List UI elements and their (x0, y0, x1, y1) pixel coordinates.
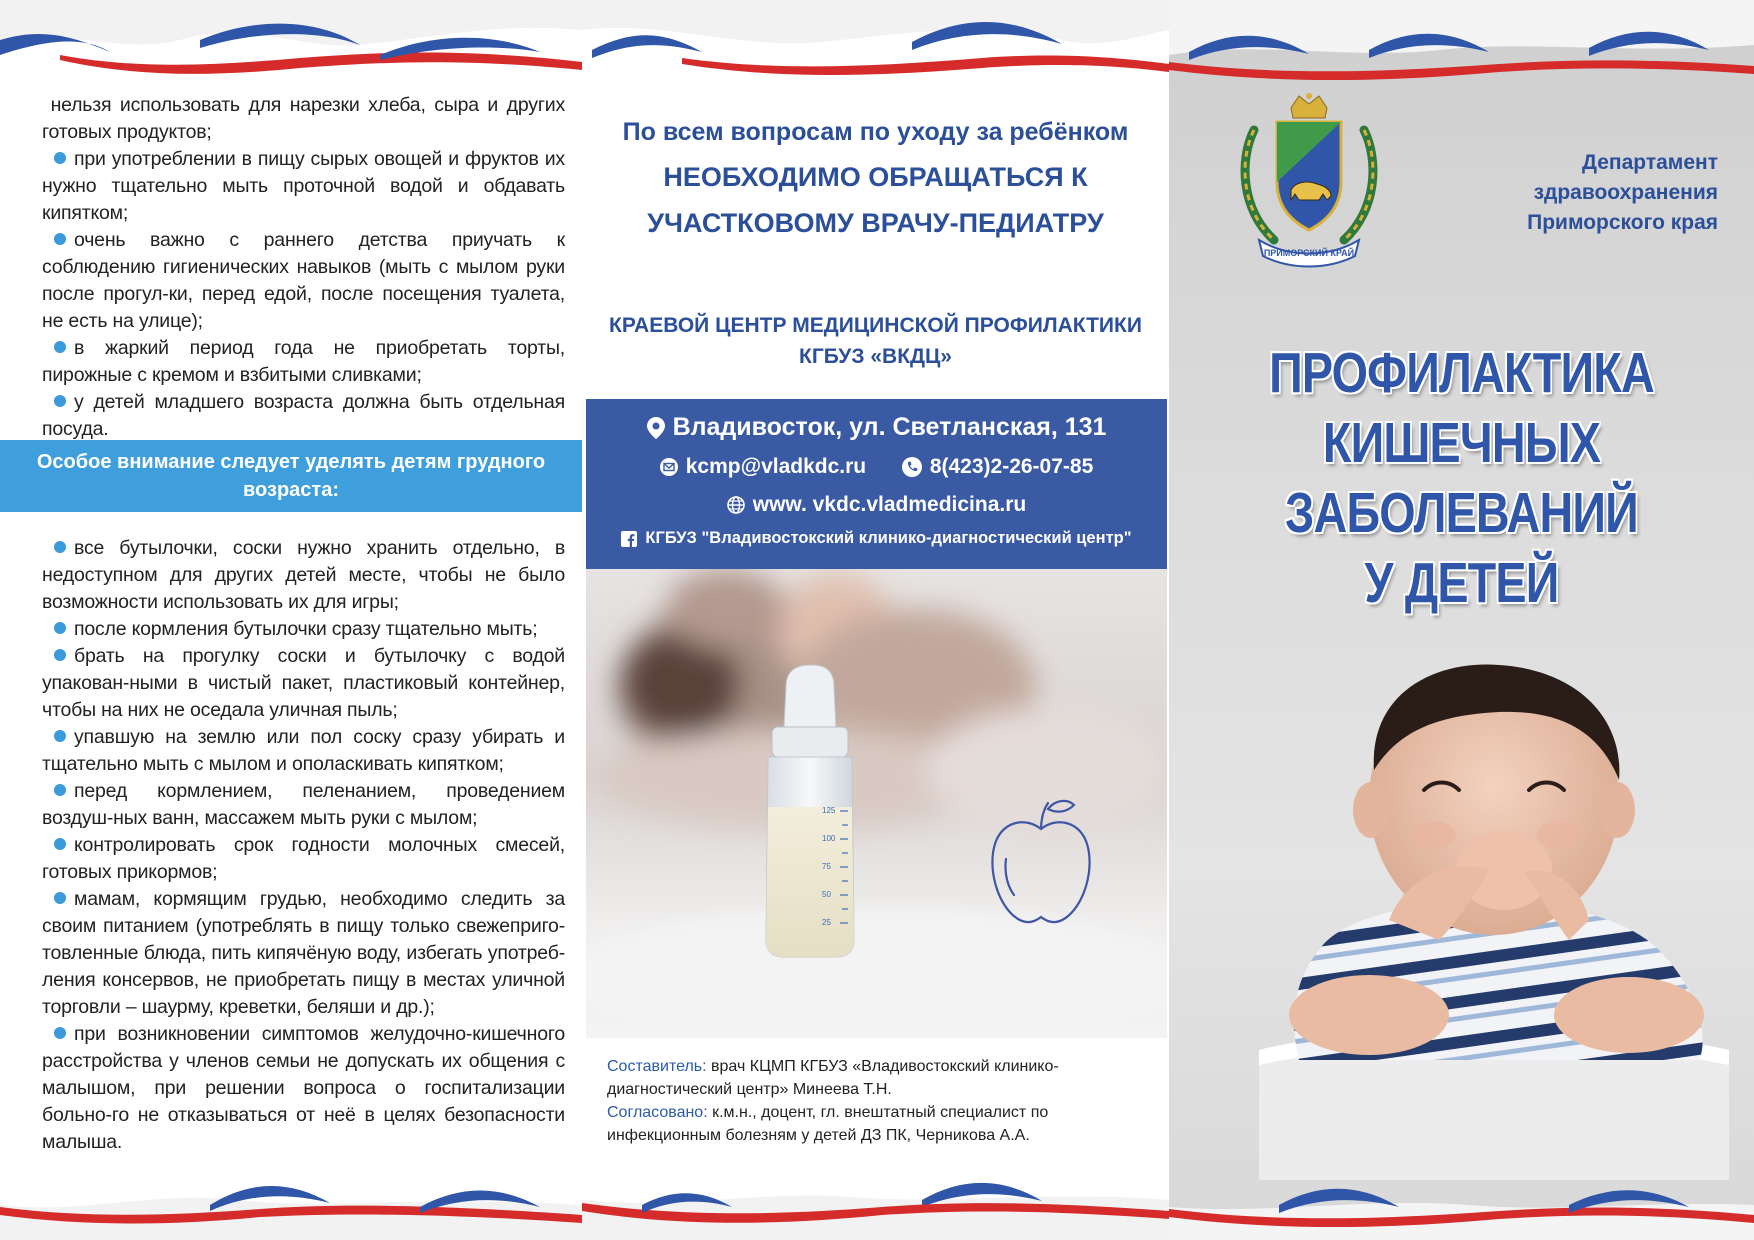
facebook-icon (621, 531, 637, 547)
callout-text: Особое внимание следует уделять детям грудного возраста: (36, 451, 546, 501)
bullet-icon (54, 622, 66, 634)
bullet-icon (54, 341, 66, 353)
bottle-mark-label: 125 (822, 806, 836, 815)
care-question-line: По всем вопросам по уходу за ребёнком (622, 118, 1129, 146)
bottle-mark-label: 75 (822, 862, 831, 871)
coat-ribbon-label: ПРИМОРСКИЙ КРАЙ (1263, 248, 1355, 258)
bottom-wave-decoration (0, 1145, 582, 1240)
list-item: при возникновении симптомов желудочно-кишечного расстройства у членов семьи не допускать их общения с малышом, при решении вопроса о госпитализации больно-го не отказываться от неё в целях безопасности малыша. (42, 1023, 565, 1153)
list-item: контролировать срок годности молочных смесей, готовых прикормов; (42, 834, 565, 883)
bullet-icon (54, 152, 66, 164)
social-row (586, 529, 1167, 548)
list-item: мамам, кормящим грудью, необходимо следить за своим питанием (употреблять в пищу только свежеприго-товленные блюда, пить кипячёную воду, избегать употреб-ления консервов, не приобретать пищу в местах уличной торговли – шаурму, креветки, беляши и др.); (42, 888, 565, 1018)
email-icon (660, 458, 678, 476)
email-link[interactable]: kcmp@vladkdc.ru (685, 455, 867, 478)
bullet-icon (54, 784, 66, 796)
infant-attention-callout (0, 440, 582, 512)
paragraph-1: нельзя использовать для нарезки хлеба, сыра и других готовых продуктов; (42, 94, 565, 143)
organization-short-name: КГБУЗ «ВКДЦ» (799, 345, 952, 368)
department-name (1458, 148, 1718, 238)
approved-label: Согласовано: (607, 1104, 708, 1121)
top-wave-decoration (1169, 0, 1754, 95)
location-pin-icon (647, 417, 665, 439)
list-item: перед кормлением, пеленанием, проведением воздуш-ных ванн, массажем мыть руки с мылом; (42, 780, 565, 829)
brochure-title-line: ЗАБОЛЕВАНИЙ (1285, 481, 1638, 545)
bottle-mark-label: 25 (822, 918, 831, 927)
bottle-mark-label: 100 (822, 834, 836, 843)
top-wave-decoration (582, 0, 1169, 95)
bullet-icon (54, 541, 66, 553)
contact-box (586, 399, 1167, 569)
list-item: брать на прогулку соски и бутылочку с водой упакован-ными в чистый пакет, пластиковый контейнер, чтобы на них не оседала уличная пыль; (42, 645, 565, 721)
brochure-title-line: КИШЕЧНЫХ (1322, 411, 1601, 475)
bottom-wave-decoration (1169, 1145, 1754, 1240)
email-phone-row (586, 455, 1167, 479)
department-line: Приморского края (1527, 211, 1718, 234)
bullet-icon (54, 1027, 66, 1039)
approved-text: к.м.н., доцент, гл. внештатный специалист по инфекционным болезням у детей ДЗ ПК, Черникова А.А. (607, 1104, 1049, 1144)
left-panel (0, 0, 582, 1240)
globe-icon (727, 496, 745, 514)
contact-instruction-line: НЕОБХОДИМО ОБРАЩАТЬСЯ К (663, 162, 1088, 192)
hygiene-paragraphs (42, 92, 565, 443)
phone-icon (902, 457, 922, 477)
social-page-link[interactable]: КГБУЗ "Владивостокский клинико-диагностический центр" (645, 529, 1132, 547)
author-label: Составитель: (607, 1058, 707, 1075)
bullet-icon (54, 233, 66, 245)
address-text: Владивосток, ул. Светланская, 131 (672, 413, 1107, 441)
brochure-title-line: У ДЕТЕЙ (1364, 551, 1559, 615)
organization-name: КРАЕВОЙ ЦЕНТР МЕДИЦИНСКОЙ ПРОФИЛАКТИКИ (609, 314, 1142, 337)
author-text: врач КЦМП КГБУЗ «Владивостокский клинико-диагностический центр» Минеева Т.Н. (607, 1058, 1059, 1098)
address-row (586, 413, 1167, 442)
credits (607, 1055, 1152, 1147)
coat-of-arms-icon (1229, 90, 1389, 270)
cover-panel (1169, 0, 1754, 1240)
paragraph-4: в жаркий период года не приобретать торты, пирожные с кремом и взбитыми сливками; (42, 337, 565, 386)
approval-credit (607, 1101, 1152, 1147)
website-row (586, 493, 1167, 517)
bullet-icon (54, 730, 66, 742)
paragraph-3: очень важно с раннего детства приучать к соблюдению гигиенических навыков (мыть с мылом руки после прогул-ки, перед едой, после посещения туалета, не есть на улице); (42, 229, 565, 332)
paragraph-5: у детей младшего возраста должна быть отдельная посуда. (42, 391, 565, 440)
brochure-title-line: ПРОФИЛАКТИКА (1269, 341, 1654, 405)
mother-baby-bottle-photo (586, 569, 1167, 1038)
bullet-icon (54, 892, 66, 904)
website-link[interactable]: www. vkdc.vladmedicina.ru (752, 493, 1027, 516)
list-item: упавшую на землю или пол соску сразу убирать и тщательно мыть с мылом и ополаскивать кипятком; (42, 726, 565, 775)
smiling-baby-photo (1259, 620, 1729, 1180)
department-line: Департамент (1582, 151, 1718, 174)
list-item: после кормления бутылочки сразу тщательно мыть; (42, 616, 565, 643)
author-credit (607, 1055, 1152, 1101)
department-line: здравоохранения (1533, 181, 1718, 204)
bullet-icon (54, 838, 66, 850)
paragraph-2: при употреблении в пищу сырых овощей и фруктов их нужно тщательно мыть проточной водой и обдавать кипятком; (42, 148, 565, 224)
pediatrician-line: УЧАСТКОВОМУ ВРАЧУ-ПЕДИАТРУ (647, 208, 1104, 238)
list-item: все бутылочки, соски нужно хранить отдельно, в недоступном для других детей месте, чтобы не было возможности использовать их для игры; (42, 537, 565, 613)
bullet-icon (54, 395, 66, 407)
top-wave-decoration (0, 0, 582, 95)
phone-text: 8(423)2-26-07-85 (929, 455, 1094, 478)
infant-care-list (42, 535, 565, 1156)
bottom-wave-decoration (582, 1145, 1169, 1240)
bullet-icon (54, 649, 66, 661)
photo-illustration (586, 569, 1167, 1038)
bottle-mark-label: 50 (822, 890, 831, 899)
middle-panel (582, 0, 1169, 1240)
